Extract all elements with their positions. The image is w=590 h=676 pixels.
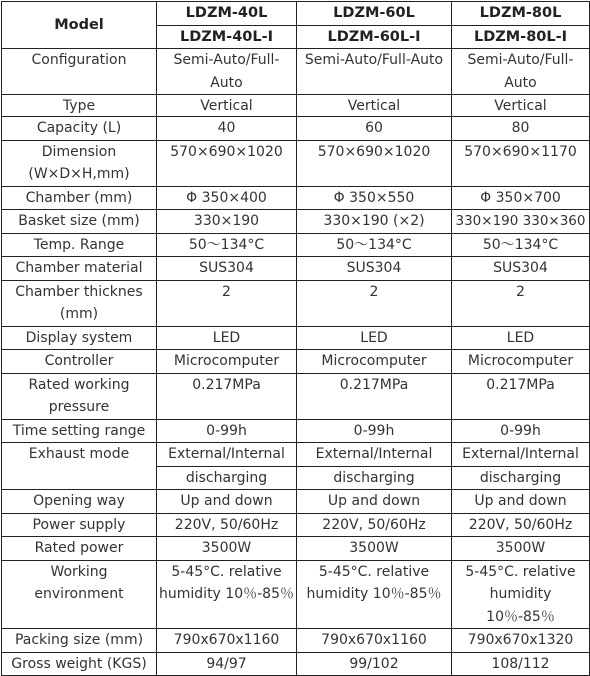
cell-value: 108/112 <box>452 652 590 676</box>
table-row <box>2 257 590 281</box>
cell-value: Vertical <box>200 98 253 114</box>
table-row <box>2 629 590 653</box>
row-label: Temp. Range <box>2 233 157 257</box>
cell-value: Vertical <box>347 98 401 114</box>
row-label: Configuration <box>2 49 157 95</box>
row-label: Dimension (W×D×H,mm) <box>2 140 157 186</box>
model-variant: LDZM-80L-I <box>452 25 590 49</box>
table-row <box>2 373 590 419</box>
header-row-models <box>2 2 590 26</box>
cell-value: External/Internal <box>297 443 452 467</box>
cell-value: 5-45°C. relative humidity 10％-85％ <box>297 560 452 629</box>
cell-value: 790x670x1160 <box>297 629 452 653</box>
row-label: Type <box>62 98 96 114</box>
table-row <box>2 117 590 141</box>
cell-value: Microcomputer <box>452 350 590 374</box>
cell-value: 0.217MPa <box>297 373 452 419</box>
cell-value: LED <box>297 326 452 350</box>
cell-value: 50～134°C <box>297 233 452 257</box>
cell-value: Microcomputer <box>297 350 452 374</box>
cell-value: Semi-Auto/Full-Auto <box>297 49 452 95</box>
cell-value: 60 <box>297 117 452 141</box>
cell-value: 5-45°C. relative humidity 10％-85％ <box>157 560 297 629</box>
row-label: Chamber thicknes (mm) <box>2 280 157 326</box>
cell-value: SUS304 <box>452 257 590 281</box>
cell-value: 790x670x1320 <box>452 629 590 653</box>
cell-value: 330×190 <box>157 210 297 234</box>
cell-value: 570×690×1170 <box>452 140 590 186</box>
model-name: LDZM-60L <box>297 2 452 26</box>
cell-value: External/Internal <box>157 443 297 467</box>
cell-value: 99/102 <box>297 652 452 676</box>
row-label: Basket size (mm) <box>2 210 157 234</box>
row-label: Rated working pressure <box>2 373 157 419</box>
table-row <box>2 95 590 117</box>
cell-value: External/Internal <box>452 443 590 467</box>
cell-value: Φ 350×700 <box>452 186 590 210</box>
table-row <box>2 560 590 629</box>
cell-value: 0.217MPa <box>452 373 590 419</box>
cell-value: 5-45°C. relative humidity 10％-85％ <box>452 560 590 629</box>
cell-value: Semi-Auto/Full-Auto <box>157 49 297 95</box>
row-label: Rated power <box>2 537 157 561</box>
cell-value: Microcomputer <box>157 350 297 374</box>
row-label: Display system <box>2 326 157 350</box>
row-label: Power supply <box>2 513 157 537</box>
table-row <box>2 186 590 210</box>
cell-value: 220V, 50/60Hz <box>452 513 590 537</box>
cell-value: 80 <box>452 117 590 141</box>
row-label: Capacity (L) <box>2 117 157 141</box>
row-label: Chamber (mm) <box>2 186 157 210</box>
table-row <box>2 419 590 443</box>
row-label: Exhaust mode <box>2 443 157 490</box>
table-row <box>2 350 590 374</box>
table-row <box>2 326 590 350</box>
cell-value: 570×690×1020 <box>297 140 452 186</box>
row-label: Chamber material <box>2 257 157 281</box>
model-name: LDZM-40L <box>157 2 297 26</box>
cell-value: 50～134°C <box>157 233 297 257</box>
cell-value: Vertical <box>494 98 547 114</box>
row-label: Controller <box>2 350 157 374</box>
model-name: LDZM-80L <box>452 2 590 26</box>
cell-value: 94/97 <box>157 652 297 676</box>
cell-value: Up and down <box>157 490 297 514</box>
row-label: Time setting range <box>2 419 157 443</box>
model-header: Model <box>2 2 157 49</box>
table-row <box>2 443 590 467</box>
cell-value: 0-99h <box>157 419 297 443</box>
table-row <box>2 140 590 186</box>
cell-value: 330×190 330×360 <box>452 210 590 234</box>
cell-value: 330×190 (×2) <box>297 210 452 234</box>
cell-value: 3500W <box>452 537 590 561</box>
table-row <box>2 280 590 326</box>
row-label: Opening way <box>2 490 157 514</box>
cell-value: 3500W <box>297 537 452 561</box>
cell-value: 0-99h <box>297 419 452 443</box>
model-variant: LDZM-60L-I <box>297 25 452 49</box>
cell-value: Semi-Auto/Full-Auto <box>452 49 590 95</box>
table-row <box>2 210 590 234</box>
table-row <box>2 233 590 257</box>
cell-value: Φ 350×550 <box>297 186 452 210</box>
row-label: Packing size (mm) <box>2 629 157 653</box>
cell-value: 3500W <box>157 537 297 561</box>
cell-value: 40 <box>157 117 297 141</box>
cell-value: SUS304 <box>297 257 452 281</box>
cell-value: discharging <box>157 466 297 490</box>
cell-value: discharging <box>452 466 590 490</box>
model-variant: LDZM-40L-I <box>157 25 297 49</box>
cell-value: 570×690×1020 <box>157 140 297 186</box>
cell-value: 220V, 50/60Hz <box>297 513 452 537</box>
row-label: Working environment <box>2 560 157 629</box>
cell-value: 2 <box>297 280 452 326</box>
cell-value: 790x670x1160 <box>157 629 297 653</box>
cell-value: 0-99h <box>452 419 590 443</box>
cell-value: Up and down <box>452 490 590 514</box>
cell-value: LED <box>452 326 590 350</box>
cell-value: 50～134°C <box>452 233 590 257</box>
cell-value: 0.217MPa <box>157 373 297 419</box>
cell-value: 2 <box>157 280 297 326</box>
cell-value: discharging <box>297 466 452 490</box>
cell-value: Up and down <box>297 490 452 514</box>
cell-value: 2 <box>452 280 590 326</box>
cell-value: SUS304 <box>157 257 297 281</box>
cell-value: Φ 350×400 <box>157 186 297 210</box>
table-row <box>2 513 590 537</box>
row-label: Gross weight (KGS) <box>2 652 157 676</box>
cell-value: 220V, 50/60Hz <box>157 513 297 537</box>
table-row <box>2 49 590 95</box>
cell-value: LED <box>157 326 297 350</box>
spec-table <box>1 1 590 676</box>
table-row <box>2 490 590 514</box>
table-row <box>2 537 590 561</box>
table-row <box>2 652 590 676</box>
